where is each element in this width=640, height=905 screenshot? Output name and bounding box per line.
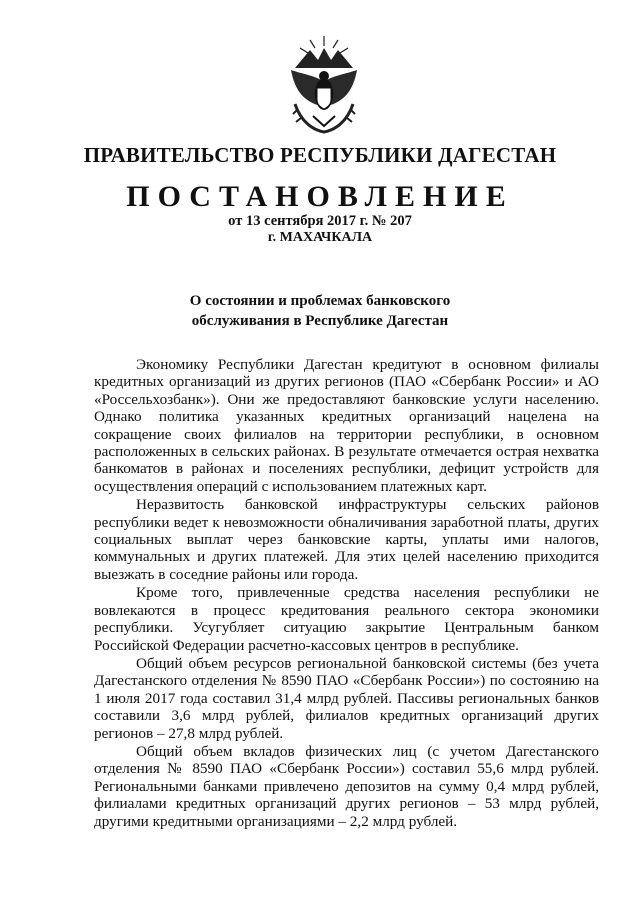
coat-of-arms-emblem xyxy=(285,30,363,140)
document-date-number: от 13 сентября 2017 г. № 207 xyxy=(228,213,412,229)
paragraph-4: Общий объем ресурсов региональной банковской системы (без учета Дагестанского отделения № 8590 ПАО «Сбербанк России») по состоянию на 1 июля 2017 года составил 31,4 млрд рублей. Пассивы региональных банков составили 3,6 млрд рублей, филиалов кредитных организаций других регионов – 27,8 млрд рублей. xyxy=(94,654,599,742)
document-city: г. МАХАЧКАЛА xyxy=(267,230,373,245)
government-name: ПРАВИТЕЛЬСТВО РЕСПУБЛИКИ ДАГЕСТАН xyxy=(83,143,557,167)
document-type: ПОСТАНОВЛЕНИЕ xyxy=(126,180,514,213)
paragraph-5: Общий объем вкладов физических лиц (с учетом Дагестанского отделения № 8590 ПАО «Сбербанк России») составил 55,6 млрд рублей. Региональными банками привлечено депозитов на сумму 0,4 млрд рублей, филиалами кредитных организаций других регионов – 53 млрд рублей, другими кредитными организациями – 2,2 млрд рублей. xyxy=(94,742,599,830)
paragraph-1: Экономику Республики Дагестан кредитуют в основном филиалы кредитных организаций из других регионов (ПАО «Сбербанк России» и АО «Россельхозбанк»). Они же предоставляют банковские услуги населению. Однако политика указанных кредитных организаций нацелена на сокращение своих филиалов на территории республики, в основном расположенных в сельских районах. В результате отмечается острая нехватка банкоматов в районах и поселениях республики, дефицит устройств для осуществления операций с использованием платежных карт. xyxy=(94,356,599,495)
title-line-2: обслуживания в Республике Дагестан xyxy=(191,313,449,329)
document-title xyxy=(0,291,640,331)
paragraph-3: Кроме того, привлеченные средства населения республики не вовлекаются в процесс кредитования реального сектора экономики республики. Усугубляет ситуацию закрытие Центральным банком Российской Федерации расчетно-кассовых центров в республике. xyxy=(94,584,599,654)
paragraph-2: Неразвитость банковской инфраструктуры сельских районов республики ведет к невозможности обналичивания заработной платы, других социальных выплат через банковские карты, уплаты ими налогов, коммунальных и других платежей. Для этих целей населению приходится выезжать в соседние районы или городa. xyxy=(94,496,599,583)
document-body xyxy=(94,356,599,830)
title-line-1: О состоянии и проблемах банковского xyxy=(189,293,451,309)
